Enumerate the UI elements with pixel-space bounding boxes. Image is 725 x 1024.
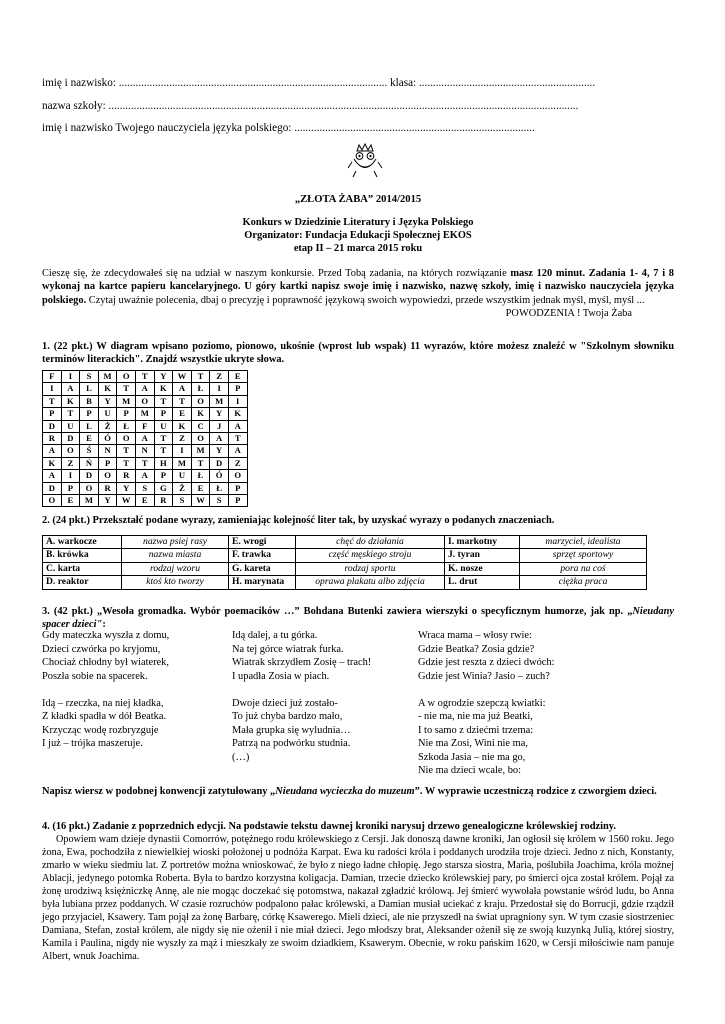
grid-cell[interactable]: L [80,383,99,395]
grid-cell[interactable]: A [135,383,154,395]
grid-cell[interactable]: B [80,395,99,407]
grid-cell[interactable]: T [43,395,62,407]
poem-line [232,683,371,697]
poem-line: Z kładki spadła w dół Beatka. [42,711,167,723]
poem-line: To już chyba bardzo mało, [232,711,343,723]
grid-cell[interactable]: E [61,495,80,507]
task-4-instructions: 4. (16 pkt.) Zadanie z poprzednich edycji. Na podstawie tekstu dawnej kroniki narysuj drzewo genealogiczne królewskiej rodziny. [42,821,616,832]
grid-cell[interactable]: Z [173,433,192,445]
grid-cell[interactable]: M [210,395,229,407]
poem-line: Krzycząc wodę rozbryzguje [42,724,159,736]
grid-cell[interactable]: R [154,495,173,507]
grid-cell[interactable]: S [80,371,99,383]
grid-cell[interactable]: T [117,457,136,469]
stage-date-line: etap II – 21 marca 2015 roku [293,243,423,254]
prompt-text-1: Napisz wiersz w podobnej konwencji zatytułowany „ [42,786,276,797]
grid-cell[interactable]: P [117,408,136,420]
anagram-meaning: oprawa plakatu albo zdjęcia [296,576,445,589]
grid-row [43,383,248,395]
school-name-line[interactable]: nazwa szkoły: ........................................................................................................................................................................ [42,99,579,112]
grid-cell[interactable]: A [135,433,154,445]
task-1-instructions: 1. (22 pkt.) W diagram wpisano poziomo, pionowo, ukośnie (wprost lub wspak) 11 wyrazów, które możesz znaleźć w "Szkolnym słowniku terminów literackich". Znajdź wszystkie ukryte słowa. [42,341,674,366]
anagram-meaning: część męskiego stroju [296,549,445,562]
grid-cell[interactable]: T [135,371,154,383]
grid-cell[interactable]: K [154,383,173,395]
anagram-meaning: nazwa miasta [122,549,229,562]
frog-with-crown-icon [346,142,384,180]
grid-cell[interactable]: M [173,457,192,469]
grid-cell[interactable]: J [210,420,229,432]
instructions-text: Cieszę się, że zdecydowałeś się na udział w naszym konkursie. Przed Tobą zadania, na których rozwiązanie [42,268,511,279]
anagram-meaning: rodzaj wzoru [122,562,229,575]
grid-cell[interactable]: P [154,470,173,482]
contest-info [42,216,674,255]
poem-line: I upadła Zosia w piach. [232,670,330,682]
student-header [42,76,674,144]
grid-cell[interactable]: M [135,408,154,420]
anagram-row [43,576,647,589]
grid-cell[interactable]: R [117,470,136,482]
grid-row [43,371,248,383]
grid-cell[interactable]: I [61,371,80,383]
grid-cell[interactable]: E [80,433,99,445]
prompt-text-2: ”. W wyprawie uczestniczą rodzice z czworgiem dzieci. [414,786,657,797]
poem-column-3 [418,629,554,778]
poem-line: Nie ma dzieci wcale, bo: [418,765,521,777]
grid-cell[interactable]: M [98,371,117,383]
instructions-text-2: Czytaj uważnie polecenia, dbaj o precyzję i poprawność językową swoich wypowiedzi, przede wszystkim jednak myśl, myśl, myśl ... [86,294,645,306]
grid-cell[interactable]: A [173,383,192,395]
poem-line: Gdzie Beatka? Zosia gdzie? [418,643,535,655]
grid-cell[interactable]: Y [210,445,229,457]
grid-cell[interactable]: D [43,420,62,432]
instructions-bold: masz 120 minut. Zadania 1- 4, 7 i 8 wykonaj na kartce papieru kancelaryjnego. U góry kartki napisz swoje imię i nazwisko, nazwę szkoły, imię i nazwisko nauczyciela języka polskiego. [42,268,674,306]
poem-line: Gdzie jest reszta z dzieci dwóch: [418,657,555,669]
anagram-row [43,562,647,575]
poem-line [418,683,554,697]
poem-line: (…) [232,751,250,763]
grid-cell[interactable]: D [61,433,80,445]
grid-cell[interactable]: A [135,470,154,482]
grid-cell[interactable]: S [173,495,192,507]
grid-cell[interactable]: M [80,495,99,507]
anagram-meaning: sprzęt sportowy [520,549,647,562]
anagram-meaning: pora na coś [520,562,647,575]
grid-cell[interactable]: U [173,470,192,482]
poem-line: Gdy mateczka wyszła z domu, [42,630,170,641]
poem-line: - nie ma, nie ma już Beatki, [418,711,533,723]
grid-cell[interactable]: Y [154,371,173,383]
grid-cell[interactable]: S [210,495,229,507]
poem-line: I to samo z dziećmi trzema: [418,724,534,736]
grid-cell[interactable]: D [43,482,62,494]
grid-cell[interactable]: I [61,470,80,482]
task-3-writing-prompt [42,785,674,798]
grid-cell[interactable]: F [135,420,154,432]
grid-row [43,470,248,482]
name-class-line[interactable]: imię i nazwisko: ................................................................................................ klasa: ............................................................... [42,77,596,89]
grid-cell[interactable]: O [191,433,210,445]
grid-row [43,457,248,469]
grid-cell[interactable]: Ł [191,383,210,395]
grid-cell[interactable]: E [173,408,192,420]
poem-line: Gdzie jest Winia? Jasio – zuch? [418,670,550,682]
poem-line: Wraca mama – włosy rwie: [418,630,532,641]
anagram-row [43,536,647,549]
grid-cell[interactable]: U [154,420,173,432]
grid-cell[interactable]: Y [98,395,117,407]
grid-cell[interactable]: T [154,433,173,445]
grid-row [43,433,248,445]
grid-cell[interactable]: O [135,395,154,407]
grid-cell[interactable]: Ś [80,445,99,457]
organizer-line: Organizator: Fundacja Edukacji Społecznej EKOS [244,230,472,241]
anagram-meaning: ciężka praca [520,576,647,589]
grid-cell[interactable]: L [80,420,99,432]
grid-cell[interactable]: O [61,445,80,457]
grid-cell[interactable]: T [173,395,192,407]
grid-cell[interactable]: P [43,408,62,420]
grid-cell[interactable]: O [228,470,247,482]
grid-cell[interactable]: K [173,420,192,432]
grid-cell[interactable]: P [228,383,247,395]
grid-row [43,482,248,494]
anagram-word: I. markotny [445,536,520,549]
grid-cell[interactable]: M [191,445,210,457]
task-3-instructions [42,605,674,632]
grid-cell[interactable]: I [228,395,247,407]
anagram-meaning: rodzaj sportu [296,562,445,575]
grid-cell[interactable]: T [191,457,210,469]
grid-cell[interactable]: U [98,408,117,420]
task-3-text: 3. (42 pkt.) „Wesoła gromadka. Wybór poemacików …” Bohdana Butenki zawiera wierszyki o specyficznym humorze, jak np. „ [42,606,633,617]
grid-cell[interactable]: E [191,482,210,494]
grid-cell[interactable]: W [117,495,136,507]
grid-cell[interactable]: Ł [117,420,136,432]
grid-cell[interactable]: O [43,495,62,507]
poem-line: I już – trójka maszeruje. [42,738,143,750]
poem-line: Dzieci czwórka po kryjomu, [42,643,161,655]
grid-cell[interactable]: A [43,445,62,457]
grid-cell[interactable]: Ż [98,420,117,432]
grid-cell[interactable]: O [80,482,99,494]
grid-cell[interactable]: K [61,395,80,407]
grid-cell[interactable]: W [173,371,192,383]
task-2-instructions: 2. (24 pkt.) Przekształć podane wyrazy, zamieniając kolejność liter tak, by uzyskać wyrazy o podanych znaczeniach. [42,515,555,526]
grid-cell[interactable]: T [154,445,173,457]
poem-line: Mała grupka się wyludnia… [232,724,351,736]
grid-cell[interactable]: I [210,383,229,395]
grid-cell[interactable]: G [154,482,173,494]
grid-cell[interactable]: O [117,371,136,383]
grid-cell[interactable]: H [154,457,173,469]
grid-cell[interactable]: I [43,383,62,395]
grid-cell[interactable]: U [61,420,80,432]
anagram-meaning: nazwa psiej rasy [122,536,229,549]
grid-cell[interactable]: T [154,395,173,407]
grid-cell[interactable]: K [228,408,247,420]
grid-cell[interactable]: R [43,433,62,445]
poem-line: Idą dalej, a tu górka. [232,630,318,641]
grid-cell[interactable]: Ó [98,433,117,445]
grid-cell[interactable]: P [80,408,99,420]
grid-cell[interactable]: Ł [191,470,210,482]
grid-cell[interactable]: O [117,433,136,445]
grid-cell[interactable]: Y [210,408,229,420]
grid-cell[interactable]: Y [117,482,136,494]
anagram-word: J. tyran [445,549,520,562]
prompt-poem-title: Nieudana wycieczka do muzeum [275,786,415,797]
grid-row [43,395,248,407]
poem-title: Nieudany spacer dzieci" [42,606,674,631]
grid-cell[interactable]: Z [228,457,247,469]
contest-title: „ZŁOTA ŻABA” 2014/2015 [294,194,422,205]
grid-cell[interactable]: I [173,445,192,457]
grid-cell[interactable]: P [98,457,117,469]
grid-cell[interactable]: P [228,482,247,494]
anagram-meaning: chęć do działania [296,536,445,549]
chronicle-text: Opowiem wam dzieje dynastii Comorrów, potężnego rodu królewskiego z Cersji. Jak donoszą dawne kroniki, Jan ogłosił się królem w 1560 roku. Jego żona, Ewa, pochodziła z niewielkiej wioski położonej u podnóża Karpat. Ewa ku radości króla i poddanych urodziła troje dzieci. Jedno z nich, Konstanty, zmarło w wieku siedmiu lat. Z portretów można wnioskować, że było z niego ładne chłopię. Jego starsza siostra, Maria, poślubiła Joachima, króla możnej Ablacji, jedynego potomka Roberta. Była to bardzo korzystna koligacja. Damian, trzecie dziecko królewskiej pary, po śmierci ojca został królem. Pojął za żonę urodziwą księżniczkę Annę, ale nie mogąc doczekać się potomstwa, nakazał zgładzić królową. Jej śmierć wywołała powstanie wśród ludu, bo Anna była lubiana przez poddanych. W czasie rozruchów podpalono pałac królewski, a Damian musiał uciekać z kraju. Przedostał się do Borrucji, gdzie rządził jego przyjaciel, Ksawery. Tam pojął za żonę Barbarę, córkę Ksawerego. Mieli dzieci, ale nie przyszedł na świat upragniony syn. W tym czasie siostrzeniec Damiana, Stefan, został królem, ale nigdy się nie ożenił i nie miał dzieci. Jego młodszy brat, Aleksander ożenił się ze swoją kuzynką Julią, której siostry, Kamila i Paulina, nigdy nie wyszły za mąż i mieszkały ze swoim dziadkiem, Ksawerym. Obecnie, w roku pańskim 1620, w Cersji miłościwie nam panuje Albert, wnuk Joachima. [42,834,674,963]
grid-cell[interactable]: T [135,457,154,469]
grid-cell[interactable]: A [61,383,80,395]
poem-line: Wiatrak skrzydłem Zosię – trach! [232,657,372,669]
anagram-word: C. karta [43,562,122,575]
anagram-word: B. krówka [43,549,122,562]
poem-column-2 [232,629,371,764]
grid-cell[interactable]: Ń [80,457,99,469]
grid-cell[interactable]: Ó [210,470,229,482]
grid-row [43,445,248,457]
greeting-signature: POWODZENIA ! Twoja Żaba [505,307,632,319]
grid-cell[interactable]: T [61,408,80,420]
grid-cell[interactable]: O [191,395,210,407]
poem-line: Na tej górce wiatrak furka. [232,643,344,655]
grid-cell[interactable]: A [228,420,247,432]
instructions [42,267,674,320]
anagram-word: E. wrogi [229,536,296,549]
poem-line: Idą – rzeczka, na niej kładka, [42,697,164,709]
grid-cell[interactable]: P [154,408,173,420]
contest-subtitle: Konkurs w Dziedzinie Literatury i Języka Polskiego [242,217,474,228]
anagram-word: K. nosze [445,562,520,575]
grid-cell[interactable]: P [61,482,80,494]
anagram-table [42,535,647,590]
grid-cell[interactable]: D [210,457,229,469]
grid-cell[interactable]: T [228,433,247,445]
task-3-colon: : [102,619,106,631]
poem-line: A w ogrodzie szepczą kwiatki: [418,697,546,709]
grid-cell[interactable]: W [191,495,210,507]
grid-cell[interactable]: F [43,371,62,383]
grid-cell[interactable]: T [117,445,136,457]
anagram-meaning: marzyciel, idealista [520,536,647,549]
grid-cell[interactable]: E [135,495,154,507]
grid-row [43,408,248,420]
grid-cell[interactable]: E [228,371,247,383]
poem-line: Szkoda Jasia – nie ma go, [418,751,526,763]
anagram-word: L. drut [445,576,520,589]
grid-cell[interactable]: Z [61,457,80,469]
anagram-word: H. marynata [229,576,296,589]
anagram-row [43,549,647,562]
grid-cell[interactable]: T [191,371,210,383]
teacher-name-line[interactable]: imię i nazwisko Twojego nauczyciela języka polskiego: ...................................................................................... [42,122,535,135]
poem-column-1 [42,629,169,751]
grid-cell[interactable]: A [210,433,229,445]
grid-cell[interactable]: K [43,457,62,469]
word-search-grid [42,370,248,507]
grid-cell[interactable]: S [135,482,154,494]
anagram-word: A. warkocze [43,536,122,549]
anagram-meaning: ktoś kto tworzy [122,576,229,589]
poem-line: Nie ma Zosi, Wini nie ma, [418,738,528,750]
poem-line: Poszła sobie na spacerek. [42,670,148,682]
anagram-word: D. reaktor [43,576,122,589]
grid-cell[interactable]: A [228,445,247,457]
grid-cell[interactable]: O [98,470,117,482]
grid-cell[interactable]: Ż [173,482,192,494]
grid-cell[interactable]: K [98,383,117,395]
grid-cell[interactable]: K [191,408,210,420]
grid-cell[interactable]: C [191,420,210,432]
grid-cell[interactable]: N [135,445,154,457]
grid-cell[interactable]: R [98,482,117,494]
anagram-word: F. trawka [229,549,296,562]
poem-line: Chociaż chłodny był wiaterek, [42,657,169,669]
grid-cell[interactable]: M [117,395,136,407]
grid-cell[interactable]: Y [98,495,117,507]
poem-line: Patrzą na podwórku studnia. [232,738,351,750]
grid-cell[interactable]: A [43,470,62,482]
poem-line: Dwoje dzieci już zostało- [232,697,338,709]
grid-cell[interactable]: Ł [210,482,229,494]
grid-row [43,420,248,432]
grid-cell[interactable]: Z [210,371,229,383]
poem-line [42,683,169,697]
grid-cell[interactable]: T [117,383,136,395]
grid-cell[interactable]: N [98,445,117,457]
anagram-word: G. kareta [229,562,296,575]
grid-cell[interactable]: P [228,495,247,507]
grid-row [43,495,248,507]
grid-cell[interactable]: D [80,470,99,482]
